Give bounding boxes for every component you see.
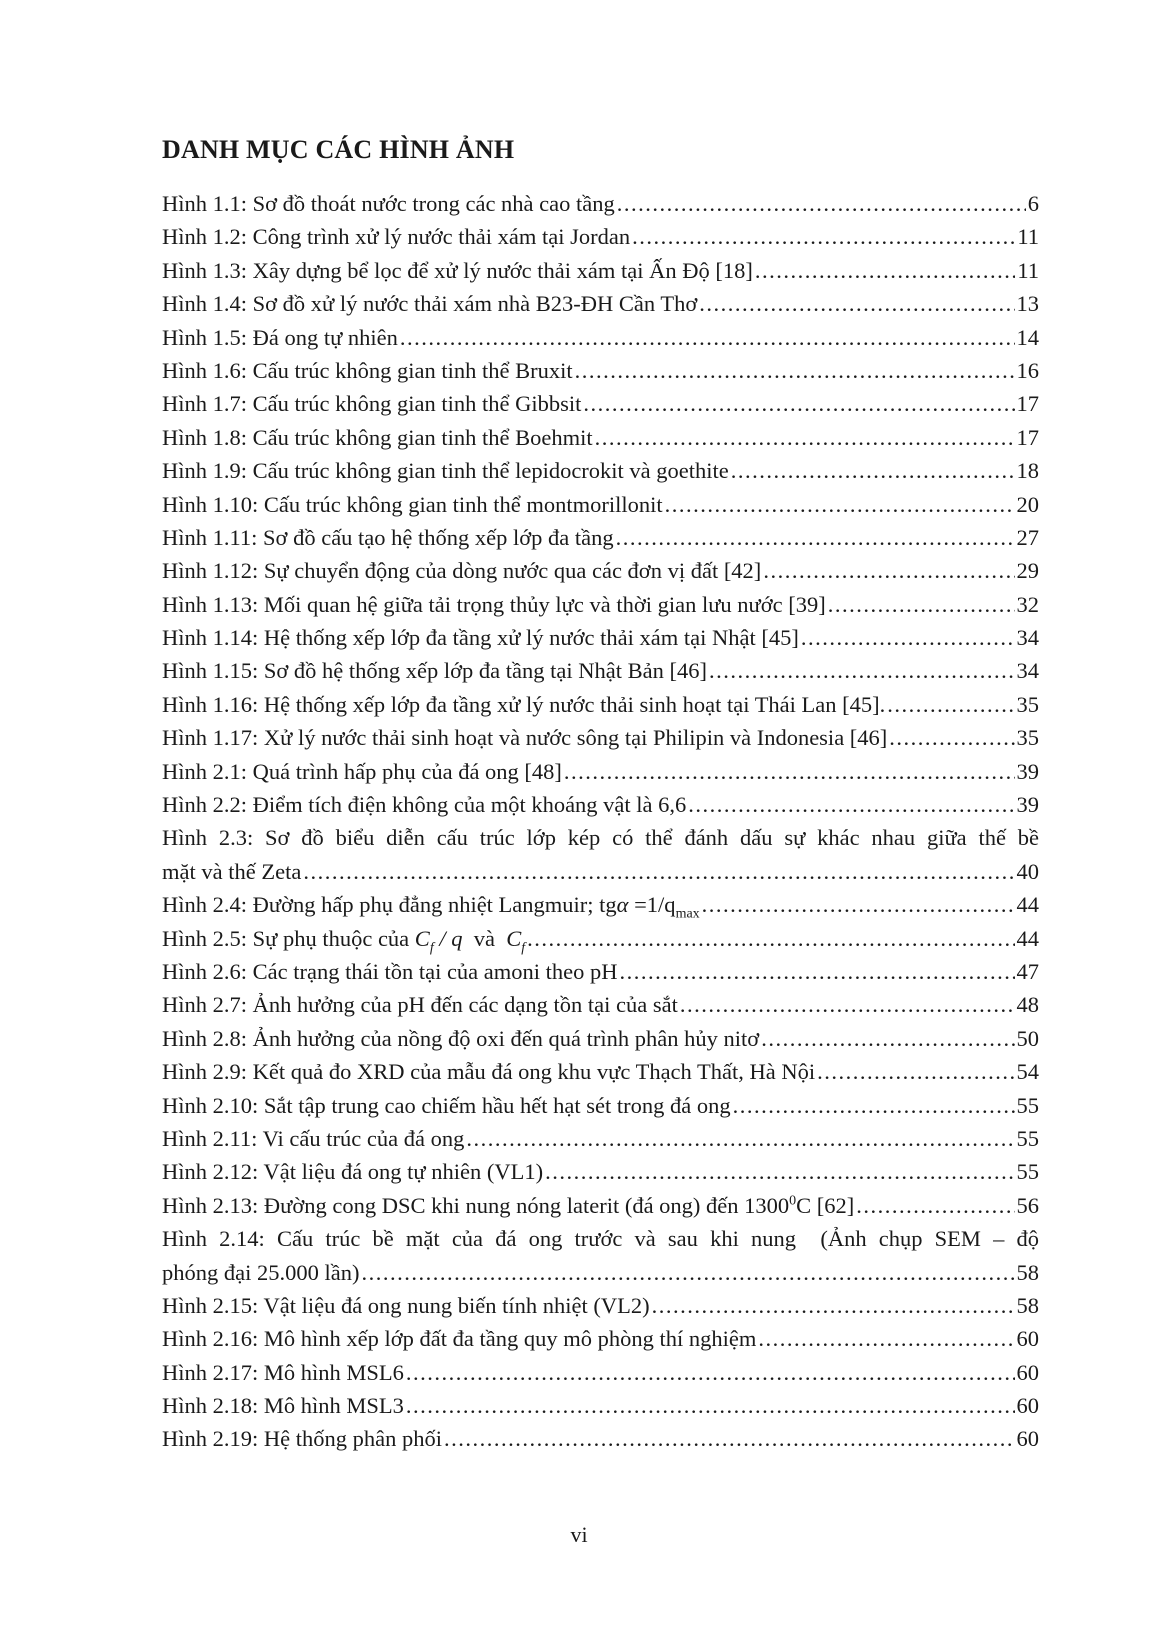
- entry-page: 17: [1016, 424, 1039, 450]
- entry-label: Hình 1.13: Mối quan hệ giữa tải trọng thủy lực và thời gian lưu nước [39]: [162, 591, 826, 617]
- dot-leader: [632, 220, 1015, 253]
- entry-label: Hình 1.2: Công trình xử lý nước thải xám tại Jordan: [162, 224, 631, 250]
- dot-leader: [620, 955, 1015, 988]
- dot-leader: [361, 1256, 1014, 1289]
- dot-leader: [652, 1289, 1015, 1322]
- list-item[interactable]: [162, 621, 1039, 654]
- entry-label: Hình 2.16: Mô hình xếp lớp đất đa tầng quy mô phòng thí nghiệm: [162, 1326, 757, 1352]
- entry-page: 34: [1016, 625, 1039, 651]
- entry-label: Hình 2.11: Vi cấu trúc của đá ong: [162, 1125, 465, 1151]
- entry-page: 39: [1016, 758, 1039, 784]
- entry-label: Hình 1.16: Hệ thống xếp lớp đa tầng xử lý nước thải sinh hoạt tại Thái Lan [45].: [162, 691, 886, 717]
- entry-label: [162, 888, 700, 921]
- dot-leader: [699, 287, 1014, 320]
- dot-leader: [400, 321, 1015, 354]
- list-item[interactable]: [162, 454, 1039, 487]
- entry-label: Hình 2.19: Hệ thống phân phối: [162, 1426, 442, 1452]
- entry-page: 55: [1016, 1125, 1039, 1151]
- list-item[interactable]: [162, 554, 1039, 587]
- entry-label: Hình 2.2: Điểm tích điện không của một khoáng vật là 6,6: [162, 792, 687, 818]
- entry-page: 16: [1016, 357, 1039, 383]
- subscript: max: [675, 906, 700, 922]
- entry-label: Hình 1.9: Cấu trúc không gian tinh thể lepidocrokit và goethite: [162, 458, 729, 484]
- entry-page: 55: [1016, 1092, 1039, 1118]
- subscript: f: [429, 940, 434, 955]
- entry-label: Hình 1.11: Sơ đồ cấu tạo hệ thống xếp lớp đa tầng: [162, 524, 614, 550]
- list-item[interactable]: [162, 488, 1039, 521]
- math-expression: / q: [433, 925, 463, 951]
- list-item[interactable]: [162, 1322, 1039, 1355]
- entry-page: 60: [1016, 1326, 1039, 1352]
- entry-label: Hình 2.18: Mô hình MSL3: [162, 1393, 404, 1419]
- dot-leader: [733, 1089, 1015, 1122]
- entry-label: Hình 2.7: Ảnh hưởng của pH đến các dạng tồn tại của sắt: [162, 992, 678, 1018]
- entry-page: 60: [1016, 1426, 1039, 1452]
- list-item[interactable]: [162, 1022, 1039, 1055]
- entry-label: Hình 2.10: Sắt tập trung cao chiếm hầu hết hạt sét trong đá ong: [162, 1092, 731, 1118]
- list-item[interactable]: [162, 1122, 1039, 1155]
- entry-label: Hình 1.10: Cấu trúc không gian tinh thể montmorillonit: [162, 491, 663, 517]
- dot-leader: [755, 254, 1015, 287]
- entry-page: 60: [1016, 1359, 1039, 1385]
- dot-leader: [758, 1322, 1014, 1355]
- alpha-symbol: α: [616, 892, 629, 918]
- dot-leader: [761, 1022, 1014, 1055]
- entry-label: Hình 1.1: Sơ đồ thoát nước trong các nhà cao tầng: [162, 190, 615, 216]
- dot-leader: [545, 1155, 1014, 1188]
- entry-page: 55: [1016, 1159, 1039, 1185]
- entry-label-tail: =1/q: [628, 892, 676, 918]
- list-item[interactable]: [162, 1289, 1039, 1322]
- page-number: vi: [570, 1522, 588, 1547]
- math-variable: C: [414, 925, 430, 951]
- entry-label: Hình 1.17: Xử lý nước thải sinh hoạt và nước sông tại Philipin và Indonesia [46]: [162, 725, 888, 751]
- dot-leader: [527, 922, 1014, 955]
- dot-leader: [595, 421, 1015, 454]
- dot-leader: [680, 988, 1015, 1021]
- entry-page: 14: [1016, 324, 1039, 350]
- entry-label: [162, 1189, 854, 1222]
- entry-label: Hình 2.8: Ảnh hưởng của nồng độ oxi đến quá trình phân hủy nitơ: [162, 1025, 760, 1051]
- entry-label: Hình 2.12: Vật liệu đá ong tự nhiên (VL1): [162, 1159, 544, 1185]
- entry-label: Hình 1.4: Sơ đồ xử lý nước thải xám nhà B23-ĐH Cần Thơ: [162, 291, 698, 317]
- dot-leader: [702, 888, 1015, 921]
- entry-label-continuation: mặt và thế Zeta: [162, 858, 302, 884]
- list-item[interactable]: [162, 321, 1039, 354]
- entry-page: 20: [1016, 491, 1039, 517]
- entry-page: 58: [1016, 1292, 1039, 1318]
- dot-leader: [817, 1055, 1014, 1088]
- entry-page: 39: [1016, 792, 1039, 818]
- entry-page: 35: [1016, 691, 1039, 717]
- list-item[interactable]: [162, 788, 1039, 821]
- entry-label-text: Hình 2.5: Sự phụ thuộc của: [162, 925, 415, 951]
- list-item[interactable]: [162, 1055, 1039, 1088]
- list-item[interactable]: [162, 1389, 1039, 1422]
- entry-label: Hình 1.3: Xây dựng bể lọc để xử lý nước thải xám tại Ấn Độ [18]: [162, 257, 753, 283]
- list-item[interactable]: [162, 988, 1039, 1021]
- dot-leader: [303, 855, 1014, 888]
- dot-leader: [665, 488, 1015, 521]
- figure-list: [162, 187, 1039, 1456]
- list-item[interactable]: [162, 1089, 1039, 1122]
- entry-label-text: Hình 2.13: Đường cong DSC khi nung nóng laterit (đá ong) đến 1300: [162, 1192, 790, 1218]
- entry-label: Hình 2.1: Quá trình hấp phụ của đá ong [48]: [162, 758, 562, 784]
- entry-page: 34: [1016, 658, 1039, 684]
- entry-label: Hình 2.17: Mô hình MSL6: [162, 1359, 404, 1385]
- entry-page: 40: [1016, 858, 1039, 884]
- entry-page: 48: [1016, 992, 1039, 1018]
- entry-page: 54: [1016, 1059, 1039, 1085]
- list-item[interactable]: [162, 421, 1039, 454]
- dot-leader: [617, 187, 1026, 220]
- math-variable: C: [506, 925, 522, 951]
- entry-page: 44: [1016, 925, 1039, 951]
- entry-page: 47: [1016, 958, 1039, 984]
- entry-label: Hình 1.15: Sơ đồ hệ thống xếp lớp đa tầng tại Nhật Bản [46]: [162, 658, 707, 684]
- entry-label-continuation: phóng đại 25.000 lần): [162, 1259, 360, 1285]
- entry-label: Hình 1.5: Đá ong tự nhiên: [162, 324, 398, 350]
- entry-label: Hình 1.7: Cấu trúc không gian tinh thể Gibbsit: [162, 391, 582, 417]
- list-item[interactable]: [162, 588, 1039, 621]
- entry-page: 44: [1016, 892, 1039, 918]
- entry-label: Hình 2.6: Các trạng thái tồn tại của amoni theo pH: [162, 958, 618, 984]
- entry-label: Hình 1.8: Cấu trúc không gian tinh thể Boehmit: [162, 424, 593, 450]
- entry-label: Hình 2.14: Cấu trúc bề mặt của đá ong trước và sau khi nung (Ảnh chụp SEM – độ: [162, 1226, 1039, 1252]
- list-item[interactable]: [162, 387, 1039, 420]
- page-title: DANH MỤC CÁC HÌNH ẢNH: [162, 135, 515, 164]
- entry-page: 50: [1016, 1025, 1039, 1051]
- entry-page: 13: [1016, 291, 1039, 317]
- dot-leader: [889, 721, 1014, 754]
- entry-page: 6: [1027, 190, 1039, 216]
- entry-page: 11: [1017, 257, 1039, 283]
- list-item[interactable]: [162, 1189, 1039, 1222]
- entry-label: Hình 1.6: Cấu trúc không gian tinh thể Bruxit: [162, 357, 573, 383]
- entry-label: Hình 1.12: Sự chuyển động của dòng nước qua các đơn vị đất [42]: [162, 558, 762, 584]
- entry-page: 58: [1016, 1259, 1039, 1285]
- list-item[interactable]: [162, 955, 1039, 988]
- dot-leader: [406, 1356, 1015, 1389]
- list-item[interactable]: [162, 521, 1039, 554]
- dot-leader: [444, 1422, 1015, 1455]
- dot-leader: [575, 354, 1015, 387]
- list-item[interactable]: [162, 922, 1039, 955]
- dot-leader: [616, 521, 1015, 554]
- entry-page: 18: [1016, 458, 1039, 484]
- dot-leader: [887, 688, 1014, 721]
- entry-label-mid: và: [462, 925, 507, 951]
- entry-label: Hình 2.3: Sơ đồ biểu diễn cấu trúc lớp kép có thể đánh dấu sự khác nhau giữa thế bề: [162, 825, 1039, 851]
- entry-page: 35: [1016, 725, 1039, 751]
- entry-page: 32: [1016, 591, 1039, 617]
- list-item[interactable]: [162, 721, 1039, 754]
- subscript: f: [521, 940, 526, 955]
- entry-page: 17: [1016, 391, 1039, 417]
- dot-leader: [801, 621, 1015, 654]
- superscript: 0: [789, 1193, 797, 1209]
- list-item[interactable]: [162, 654, 1039, 687]
- list-item[interactable]: [162, 354, 1039, 387]
- list-item[interactable]: [162, 1155, 1039, 1188]
- list-item[interactable]: [162, 1422, 1039, 1455]
- list-item[interactable]: [162, 220, 1039, 253]
- dot-leader: [564, 755, 1015, 788]
- entry-label: [162, 922, 525, 955]
- dot-leader: [709, 654, 1015, 687]
- dot-leader: [406, 1389, 1015, 1422]
- list-item[interactable]: [162, 187, 1039, 220]
- dot-leader: [688, 788, 1014, 821]
- list-item[interactable]: [162, 254, 1039, 287]
- dot-leader: [583, 387, 1014, 420]
- entry-label: Hình 1.14: Hệ thống xếp lớp đa tầng xử lý nước thải xám tại Nhật [45]: [162, 625, 799, 651]
- dot-leader: [466, 1122, 1014, 1155]
- dot-leader: [763, 554, 1014, 587]
- entry-page: 29: [1016, 558, 1039, 584]
- list-item[interactable]: [162, 1356, 1039, 1389]
- entry-page: 11: [1017, 224, 1039, 250]
- list-item[interactable]: [162, 755, 1039, 788]
- list-item[interactable]: [162, 287, 1039, 320]
- entry-label-tail: C [62]: [796, 1192, 855, 1218]
- entry-label: Hình 2.15: Vật liệu đá ong nung biến tính nhiệt (VL2): [162, 1292, 650, 1318]
- entry-label-text: Hình 2.4: Đường hấp phụ đẳng nhiệt Langmuir; tg: [162, 892, 617, 918]
- list-item[interactable]: [162, 888, 1039, 921]
- entry-page: 27: [1016, 524, 1039, 550]
- list-item[interactable]: [162, 821, 1039, 888]
- entry-page: 60: [1016, 1393, 1039, 1419]
- entry-page: 56: [1016, 1192, 1039, 1218]
- dot-leader: [828, 588, 1015, 621]
- list-item[interactable]: [162, 688, 1039, 721]
- dot-leader: [856, 1189, 1014, 1222]
- entry-label: Hình 2.9: Kết quả đo XRD của mẫu đá ong khu vực Thạch Thất, Hà Nội: [162, 1059, 816, 1085]
- dot-leader: [731, 454, 1015, 487]
- list-item[interactable]: [162, 1222, 1039, 1289]
